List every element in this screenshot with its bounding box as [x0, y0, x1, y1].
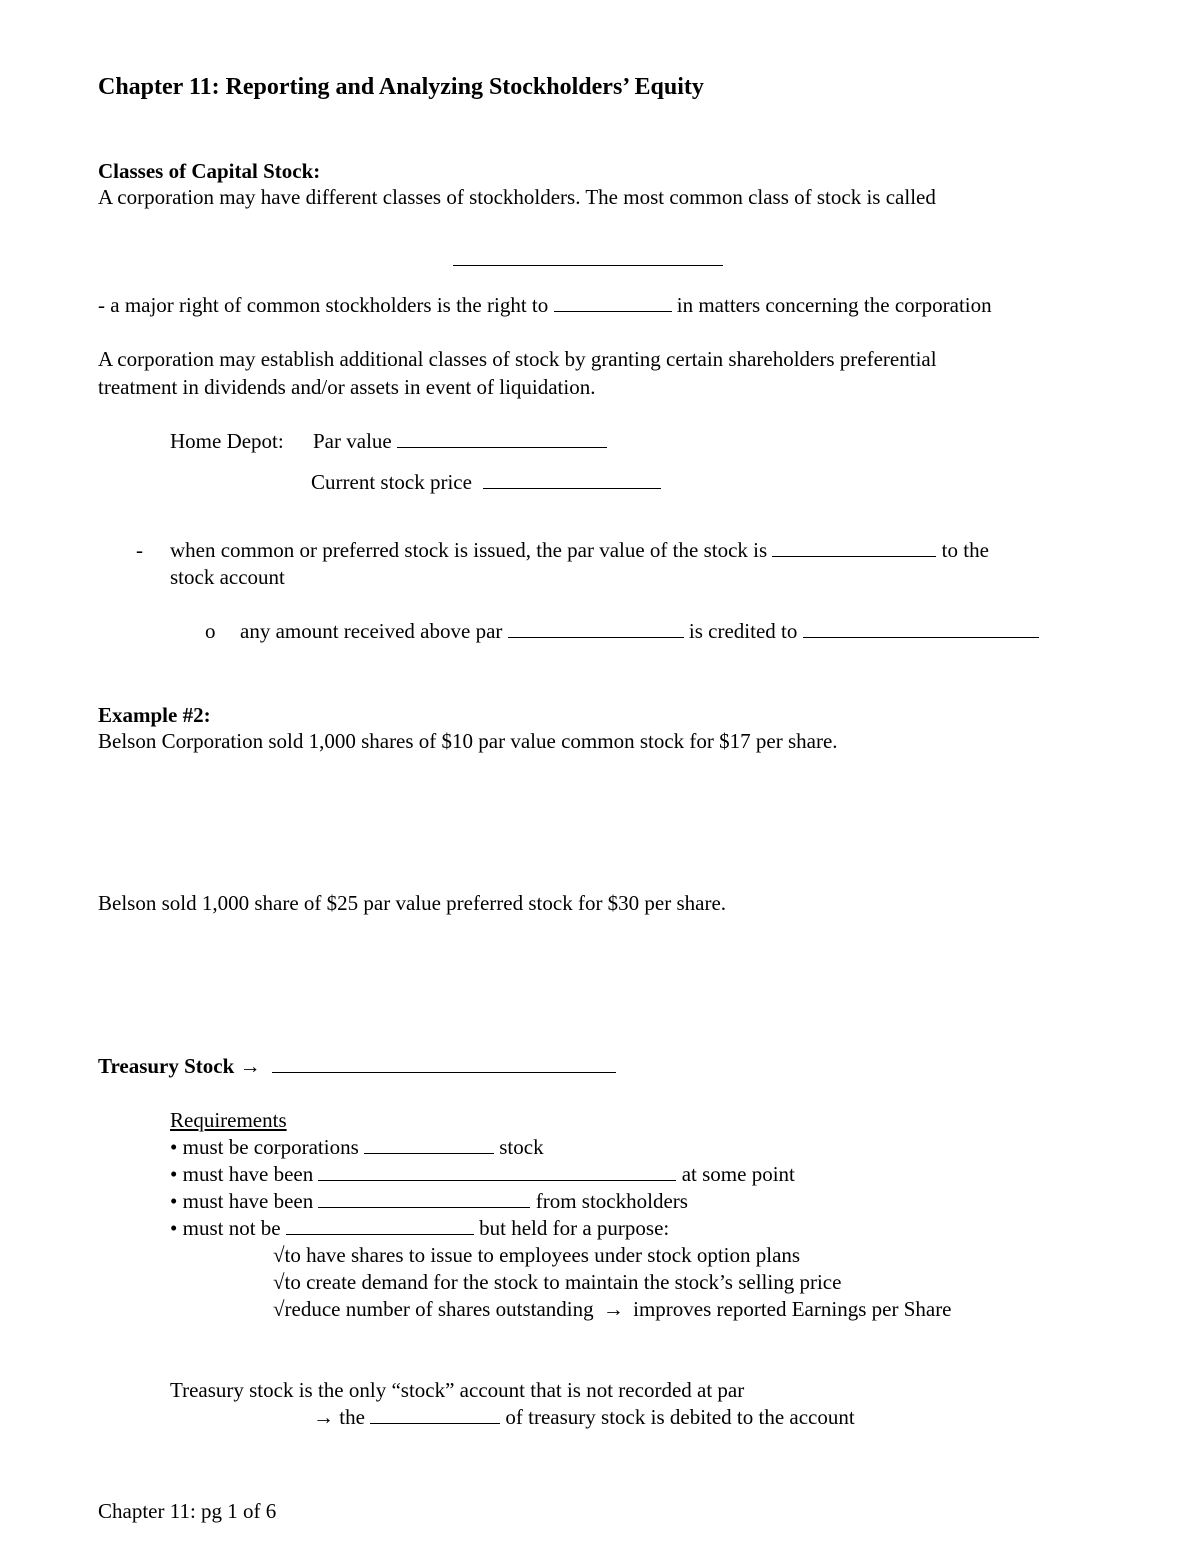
check-icon: √	[273, 1243, 285, 1267]
bullet-icon: •	[170, 1162, 178, 1186]
common-stock-blank[interactable]	[453, 247, 723, 266]
purpose-3	[273, 1296, 952, 1323]
above-par-middle: is credited to	[688, 619, 798, 643]
stock-price-label: Current stock price	[311, 470, 472, 494]
purpose-1	[273, 1242, 800, 1269]
issued-line-1	[170, 537, 989, 564]
requirements-label: Requirements	[170, 1108, 287, 1132]
req2-blank[interactable]	[318, 1162, 676, 1181]
vote-suffix: in matters concerning the corporation	[676, 293, 992, 317]
requirement-2	[170, 1161, 795, 1188]
treasury-heading: Treasury Stock	[98, 1054, 235, 1078]
debited-prefix: the	[339, 1405, 365, 1429]
vote-blank[interactable]	[554, 293, 672, 312]
bullet-icon: •	[170, 1135, 178, 1159]
page-footer: Chapter 11: pg 1 of 6	[98, 1499, 277, 1523]
issued-blank[interactable]	[772, 538, 936, 557]
classes-intro: A corporation may have different classes of stockholders. The most common class of stock is called	[98, 185, 936, 209]
example-line-2: Belson sold 1,000 share of $25 par value preferred stock for $30 per share.	[98, 891, 727, 915]
issued-suffix: to the	[941, 538, 989, 562]
requirement-1	[170, 1134, 544, 1161]
bullet-icon: •	[170, 1189, 178, 1213]
classes-heading: Classes of Capital Stock:	[98, 159, 321, 183]
par-value-label: Par value	[313, 429, 392, 453]
purpose-2	[273, 1269, 841, 1296]
req4-blank[interactable]	[286, 1216, 474, 1235]
stock-price-line	[311, 469, 661, 496]
req3-suffix: from stockholders	[535, 1189, 688, 1213]
debited-suffix: of treasury stock is debited to the account	[505, 1405, 855, 1429]
issued-prefix: when common or preferred stock is issued, the par value of the stock is	[170, 538, 768, 562]
req2-suffix: at some point	[681, 1162, 795, 1186]
example-line-1: Belson Corporation sold 1,000 shares of $10 par value common stock for $17 per share.	[98, 729, 838, 753]
arrow-icon: →	[602, 1297, 624, 1321]
debited-blank[interactable]	[370, 1405, 500, 1424]
above-par-line	[240, 618, 1039, 645]
req4-prefix: must not be	[182, 1216, 281, 1240]
purpose-2-text: to create demand for the stock to maintain the stock’s selling price	[284, 1270, 842, 1294]
purpose-1-text: to have shares to issue to employees under stock option plans	[284, 1243, 801, 1267]
additional-line-2: treatment in dividends and/or assets in event of liquidation.	[98, 375, 596, 399]
example-heading: Example #2:	[98, 703, 211, 727]
arrow-icon: →	[313, 1405, 334, 1429]
req2-prefix: must have been	[182, 1162, 314, 1186]
o-bullet: o	[205, 619, 216, 643]
treasury-heading-line	[98, 1053, 616, 1080]
debited-line	[313, 1404, 855, 1431]
req1-blank[interactable]	[364, 1135, 494, 1154]
vote-prefix: - a major right of common stockholders is the right to	[98, 293, 549, 317]
req3-blank[interactable]	[318, 1189, 530, 1208]
check-icon: √	[273, 1297, 285, 1321]
arrow-icon: →	[239, 1054, 261, 1078]
requirement-3	[170, 1188, 688, 1215]
req4-suffix: but held for a purpose:	[479, 1216, 670, 1240]
check-icon: √	[273, 1270, 285, 1294]
above-par-prefix: any amount received above par	[240, 619, 503, 643]
vote-line	[98, 292, 992, 319]
purpose-3-text-a: reduce number of shares outstanding	[284, 1297, 594, 1321]
treasury-definition-blank[interactable]	[272, 1054, 616, 1073]
par-value-line	[313, 428, 607, 455]
home-depot-label: Home Depot:	[170, 429, 284, 453]
issued-dash: -	[136, 538, 143, 562]
req1-prefix: must be corporations	[182, 1135, 359, 1159]
additional-line-1: A corporation may establish additional classes of stock by granting certain shareholders preferential	[98, 347, 937, 371]
bullet-icon: •	[170, 1216, 178, 1240]
req1-suffix: stock	[499, 1135, 544, 1159]
issued-line-2: stock account	[170, 565, 285, 589]
req3-prefix: must have been	[182, 1189, 314, 1213]
stock-price-blank[interactable]	[483, 470, 661, 489]
par-value-blank[interactable]	[397, 429, 607, 448]
above-par-blank[interactable]	[508, 619, 684, 638]
purpose-3-text-b: improves reported Earnings per Share	[633, 1297, 952, 1321]
not-par-line: Treasury stock is the only “stock” account that is not recorded at par	[170, 1378, 745, 1402]
credited-to-blank[interactable]	[803, 619, 1039, 638]
requirement-4	[170, 1215, 669, 1242]
page-title: Chapter 11: Reporting and Analyzing Stockholders’ Equity	[98, 74, 704, 100]
